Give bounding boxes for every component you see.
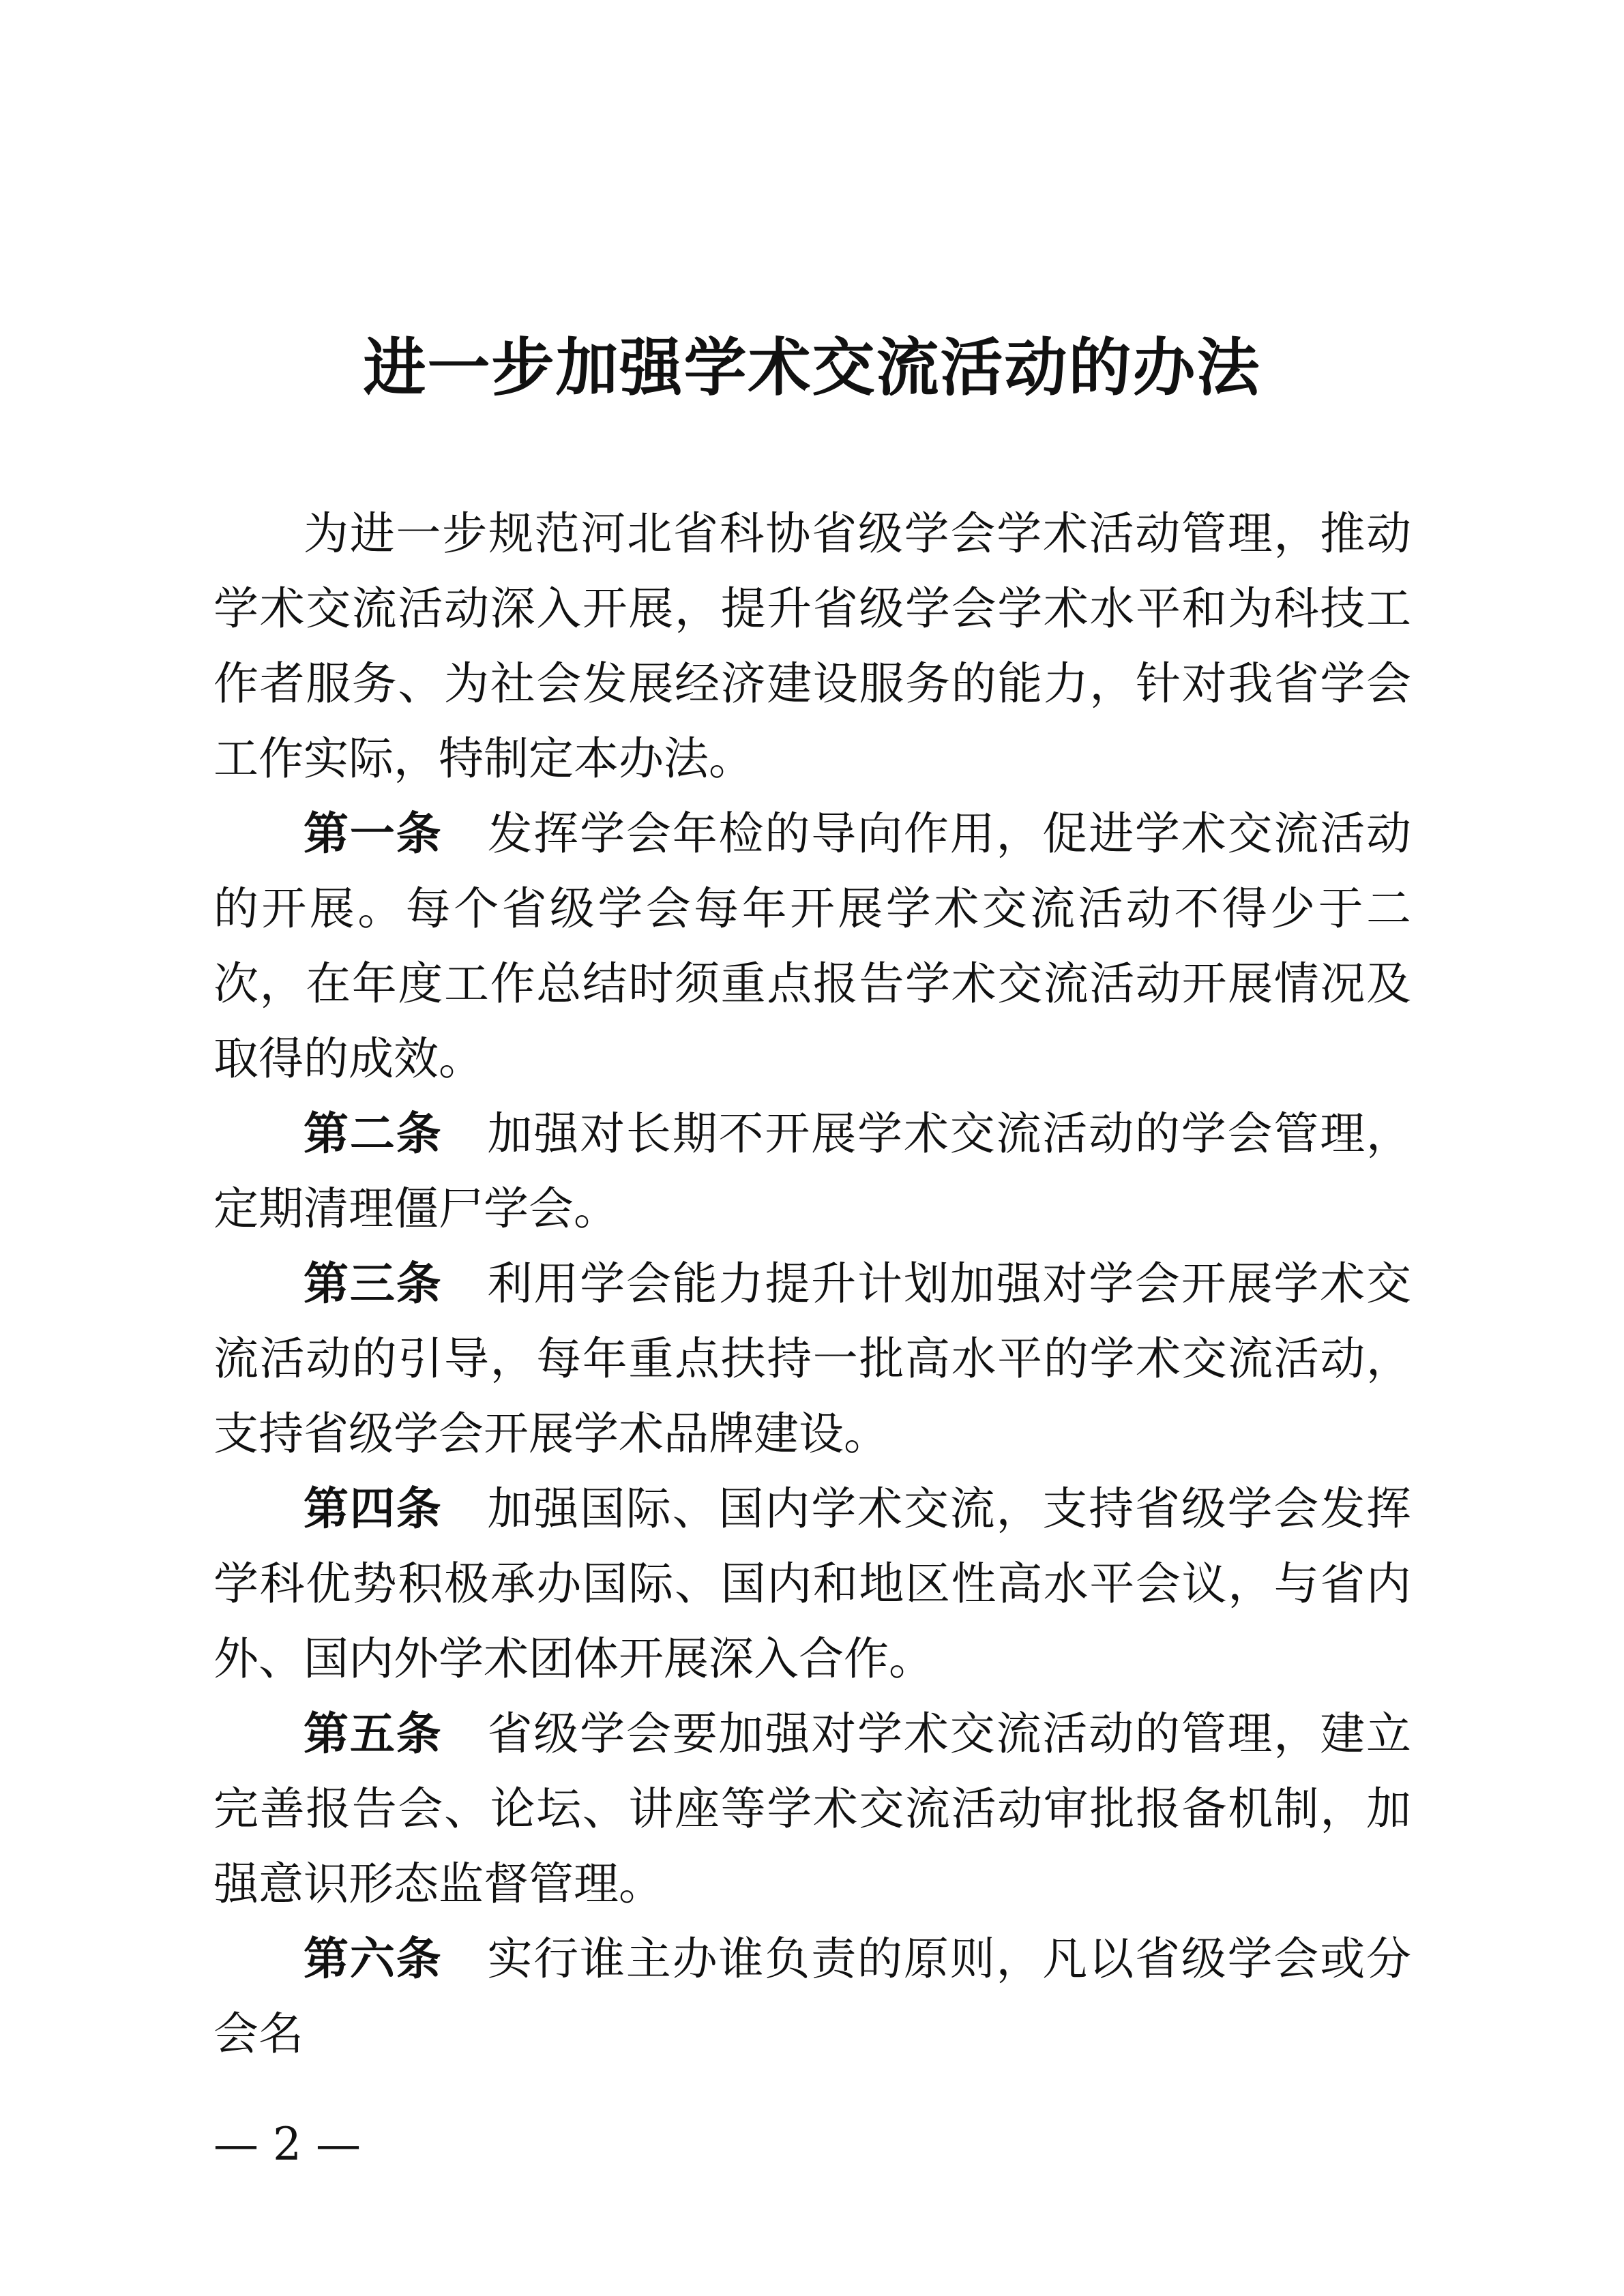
article-2-text: 加强对长期不开展学术交流活动的学会管理，定期清理僵尸学会。	[213, 1107, 1412, 1235]
article-6-text: 实行谁主办谁负责的原则，凡以省级学会或分会名	[213, 1933, 1412, 2060]
article-1	[213, 796, 1411, 1097]
article-3-text: 利用学会能力提升计划加强对学会开展学术交流活动的引导，每年重点扶持一批高水平的学术交流活动，支持省级学会开展学术品牌建设。	[213, 1257, 1412, 1460]
article-1-text: 发挥学会年检的导向作用，促进学术交流活动的开展。每个省级学会每年开展学术交流活动不得少于二次，在年度工作总结时须重点报告学术交流活动开展情况及取得的成效。	[213, 807, 1412, 1085]
article-2	[213, 1097, 1411, 1247]
article-5-text: 省级学会要加强对学术交流活动的管理，建立完善报告会、论坛、讲座等学术交流活动审批报备机制，加强意识形态监督管理。	[213, 1708, 1412, 1910]
article-4	[213, 1472, 1411, 1697]
document-body	[213, 496, 1411, 2072]
article-6-label: 第六条	[304, 1933, 443, 1985]
article-3	[213, 1247, 1411, 1472]
article-5-label: 第五条	[304, 1708, 443, 1760]
article-6	[213, 1922, 1411, 2072]
page-number: — 2 —	[213, 2118, 361, 2171]
intro-paragraph: 为进一步规范河北省科协省级学会学术活动管理，推动学术交流活动深入开展，提升省级学会学术水平和为科技工作者服务、为社会发展经济建设服务的能力，针对我省学会工作实际，特制定本办法。	[213, 507, 1411, 785]
article-2-label: 第二条	[304, 1107, 443, 1160]
article-1-label: 第一条	[304, 807, 443, 860]
article-5	[213, 1697, 1411, 1922]
article-4-label: 第四条	[304, 1482, 443, 1535]
article-3-label: 第三条	[304, 1257, 443, 1310]
document-title: 进一步加强学术交流活动的办法	[363, 331, 1261, 404]
article-4-text: 加强国际、国内学术交流，支持省级学会发挥学科优势积极承办国际、国内和地区性高水平会议，与省内外、国内外学术团体开展深入合作。	[213, 1482, 1412, 1685]
